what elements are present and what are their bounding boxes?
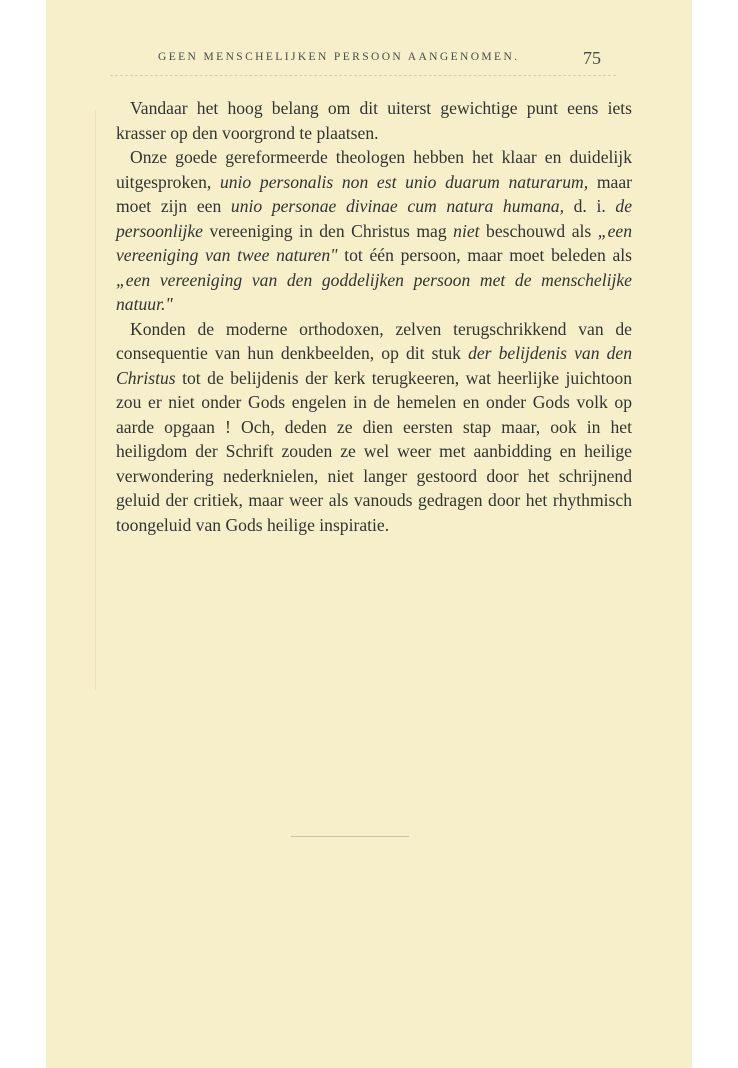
header-rule xyxy=(110,75,616,76)
text-run: tot de belijdenis der kerk terugkeeren, wat heerlijke juichtoon zou er niet onder Gods engelen in de hemelen en onder Gods volk op aarde opgaan ! Och, deden ze dien eersten stap maar, ook in het heiligdom der Schrift zouden ze wel weer met aanbidding en heilige verwondering nederknielen, niet langer gestoord door het schrijnend geluid der critiek, maar weer als vanouds gedragen door het rhythmisch toongeluid van Gods heilige inspiratie. xyxy=(116,367,632,535)
text-run: Vandaar het hoog belang om dit uiterst gewichtige punt eens iets krasser op den voorgrond te plaatsen. xyxy=(116,98,632,143)
paragraph-1 xyxy=(116,96,632,145)
text-run: vereeniging in den Christus mag xyxy=(202,220,454,241)
page-number: 75 xyxy=(583,48,601,68)
running-title: GEEN MENSCHELIJKEN PERSOON AANGENOMEN. xyxy=(158,51,520,63)
italic-run: niet xyxy=(453,220,480,241)
page-edge-line xyxy=(95,110,96,690)
text-run: tot één persoon, maar moet beleden als xyxy=(337,245,632,265)
text-run: Konden de moderne orthodoxen, zelven terugschrikkend van de consequentie van hun denkbeelden, op dit stuk xyxy=(116,318,632,363)
book-page xyxy=(46,0,692,1068)
body-text xyxy=(116,96,632,537)
italic-run: der belijdenis van den Christus xyxy=(116,343,632,388)
text-run: maar moet zijn een xyxy=(116,171,632,216)
paragraph-3 xyxy=(116,317,632,538)
italic-run: unio personalis non est unio duarum naturarum, xyxy=(219,171,589,192)
text-run: beschouwd als xyxy=(479,220,598,241)
text-run: d. i. xyxy=(563,196,616,216)
paragraph-2 xyxy=(116,145,632,317)
running-head xyxy=(46,48,692,70)
end-ornament-rule xyxy=(291,836,409,837)
italic-run: unio personae divinae cum natura humana, xyxy=(230,196,564,216)
text-run: Onze goede gereformeerde theologen hebben het klaar en duidelijk uitgesproken, xyxy=(116,147,632,192)
italic-run: „een vereeniging van twee naturen" xyxy=(116,220,632,265)
italic-run: „een vereeniging van den goddelijken persoon met de menschelijke natuur." xyxy=(116,269,632,314)
italic-run: de persoonlijke xyxy=(116,196,632,241)
